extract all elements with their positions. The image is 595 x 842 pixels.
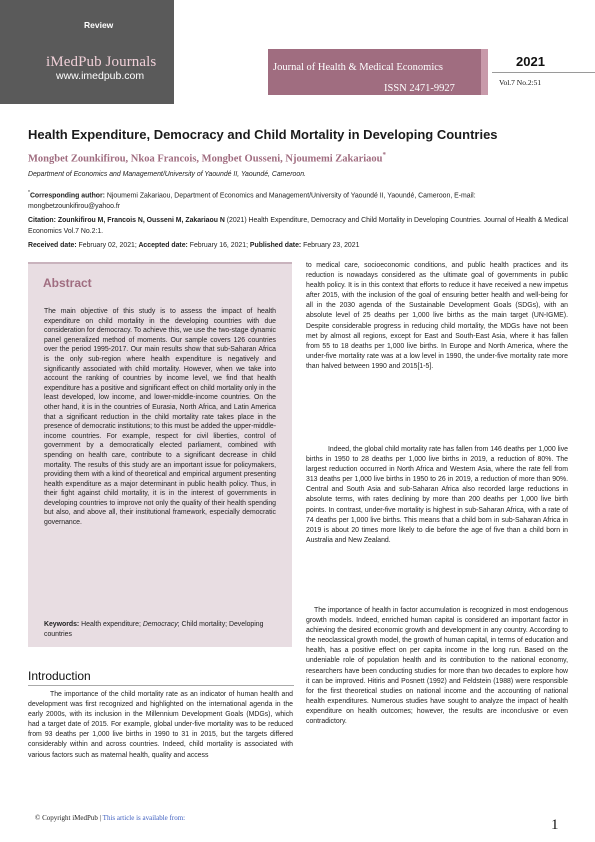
received-label: Received date: — [28, 242, 77, 249]
keywords — [44, 620, 276, 640]
corresponding-marker: * — [28, 190, 30, 196]
citation-authors: Zounkifirou M, Francois N, Ousseni M, Zakariaou N — [55, 217, 225, 224]
introduction-heading: Introduction — [28, 669, 91, 683]
section-label: Review — [84, 20, 114, 30]
article-link[interactable]: This article is available from: — [102, 814, 186, 822]
received-date: February 02, 2021; — [76, 242, 137, 249]
introduction-paragraph: The importance of the child mortality rate as an indicator of human health and development was first recognized and highlighted on the international agenda in the early 2000s, with its inclusion in the Millennium Development Goals (MDGs), which had a target date of 2015. For example, global under-five mortality was to be reduced from 93 deaths per 1,000 live births in 1990 to 31 in 2015, but the targets differed considerably within and across countries. Indeed, child mortality is associated with various factors such as maternal health, quality and access — [28, 691, 293, 759]
keywords-label: Keywords: — [44, 621, 80, 628]
corresponding-label: Corresponding author: — [29, 192, 105, 200]
article-title: Health Expenditure, Democracy and Child Mortality in Developing Countries — [28, 127, 498, 142]
author-names: Mongbet Zounkifirou, Nkoa Francois, Mongbet Ousseni, Njoumemi Zakariaou — [28, 153, 383, 165]
published-label: Published date: — [247, 242, 302, 249]
published-date: February 23, 2021 — [301, 242, 360, 249]
copyright-text: © Copyright iMedPub — [35, 814, 98, 822]
introduction-divider — [28, 685, 294, 686]
keywords-part-2: Democracy — [142, 621, 178, 628]
citation-label: Citation: — [28, 217, 56, 224]
citation — [28, 215, 568, 237]
header-brand-panel — [0, 0, 174, 104]
citation-text: (2021) Health Expenditure, Democracy and Child Mortality in Developing Countries. Journal of Health & Medical Economics Vol.7 No.2:1. — [28, 217, 568, 235]
abstract-text: The main objective of this study is to assess the impact of health expenditure on child mortality in the developing countries with due consideration for democracy. To achieve this, we use the two-stage dynamic panel generalized method of moments. Our sample covers 126 countries over the period 1995-2017. Our main results show that sub-Saharan Africa is the only sub-region where health expenditure is negatively and significantly associated with child mortality. However, when we take into account the ranking of countries by income level, we find that health expenditure has a positive and significant effect on child mortality only in the least developed, low income, and lower-middle-income countries. On the other hand, it is in the countries of Eurasia, North Africa, and Latin America that a significant reduction in the child mortality rate takes place in the presence of democratic institutions; to this must be added the upper-middle-income countries. For example, respect for civil liberties, control of government by a democratically elected parliament, combined with spending on health care, contribute to a significant decrease in child mortality. The results of this study are an important issue for policymakers, providing them with a kind of theoretical and empirical argument presenting health expenditure as a major determinant in public health policy. Thus, in their fight against child mortality, it is in the interest of governments in developing countries to improve not only the quality of their health spending but also, and above all, their institutional framework, especially democratic governance. — [44, 308, 276, 527]
keywords-part-1: Health expenditure; — [79, 621, 143, 628]
brand-logo-text: iMedPub Journals — [46, 54, 157, 70]
keywords-part-3: ; Child mortality; Developing countries — [44, 621, 264, 638]
body-paragraph-2: Indeed, the global child mortality rate has fallen from 146 deaths per 1,000 live births in 1950 to 28 deaths per 1,000 live births in 2019, a reduction of 80%. The largest reduction occurred in North Africa and Western Asia, where the rate fell from 313 deaths per 1,000 live births in 1950 to 26 in 2019, a reduction of more than 90%. Central and South Asia and sub-Saharan Africa also recorded large reductions in absolute terms, with rates declining by more than 200 deaths per 1,000 live birth points. In contrast, under-five mortality is highest in sub-Saharan Africa, with a rate of 74 deaths per 1,000 live births. This means that a child born in sub-Saharan Africa in 2019 is about 20 times more likely to die before the age of five than a child born in Australia and New Zealand. — [306, 446, 568, 544]
publication-year: 2021 — [516, 54, 545, 69]
body-paragraph-3: The importance of health in factor accumulation is recognized in most endogenous growth models. Indeed, enriched human capital is considered an important factor in achieving the desired economic growth and development in any country. According to the neoclassical growth model, the growth of human capital, in terms of education and health, has a positive effect on per capita income in the long run. Based on the undeniable role of population health and its contribution to the national economy, researchers have been conducting studies for more than two decades to explore how it can be improved. Hitiris and Posnett (1992) and Feldstein (1988) were responsible for the first theoretical studies on national income and the accounting of national health expenditures. Numerous studies have sought to analyze the impact of health expenditure on health outcomes; however, the results are inconclusive or even contradictory. — [306, 607, 568, 726]
header-divider — [492, 72, 595, 73]
accepted-label: Accepted date: — [136, 242, 188, 249]
volume-number: Vol.7 No.2:51 — [499, 78, 542, 87]
journal-name: Journal of Health & Medical Economics — [273, 62, 443, 73]
affiliation: Department of Economics and Management/University of Yaoundé II, Yaoundé, Cameroon. — [28, 171, 306, 178]
article-dates — [28, 242, 359, 249]
corresponding-author — [28, 188, 568, 212]
website-link[interactable]: www.imedpub.com — [56, 70, 145, 82]
corresponding-text: Njoumemi Zakariaou, Department of Economics and Management/University of Yaoundé II, Yaoundé, Cameroon, E-mail: mongbetzounkifirou@yahoo.fr — [28, 192, 476, 211]
abstract-heading: Abstract — [43, 276, 92, 290]
issn: ISSN 2471-9927 — [384, 83, 455, 94]
footer — [35, 814, 185, 822]
accepted-date: February 16, 2021; — [187, 242, 248, 249]
author-list — [28, 151, 386, 165]
footer-separator: | — [97, 814, 103, 822]
author-marker: * — [382, 151, 387, 159]
journal-banner-edge — [481, 49, 488, 95]
body-paragraph-1: to medical care, socioeconomic conditions, and public health practices and its reduction is nowadays considered as the ultimate goal of governments in public health policy. It is in this context that efforts to reduce it have received a new impetus after 2015, with the inclusion of the goal of ensuring better health and well-being for all in the 2030 agenda of the Sustainable Development Goals (SDGs), with an absolute level of 25 deaths per 1,000 live births as the main target (UN-IGME). Despite considerable progress in reducing child mortality, the MDGs have not been met by almost all regions, except for East and South-East Asia, where it has fallen from 55 to 18 deaths per 1,000 live births. In Europe and North America, where the under-five mortality rate was at a low level in 1990, the under-five mortality rate more than halved between 1990 and 2015[1-5]. — [306, 262, 568, 370]
page-number: 1 — [551, 817, 559, 833]
